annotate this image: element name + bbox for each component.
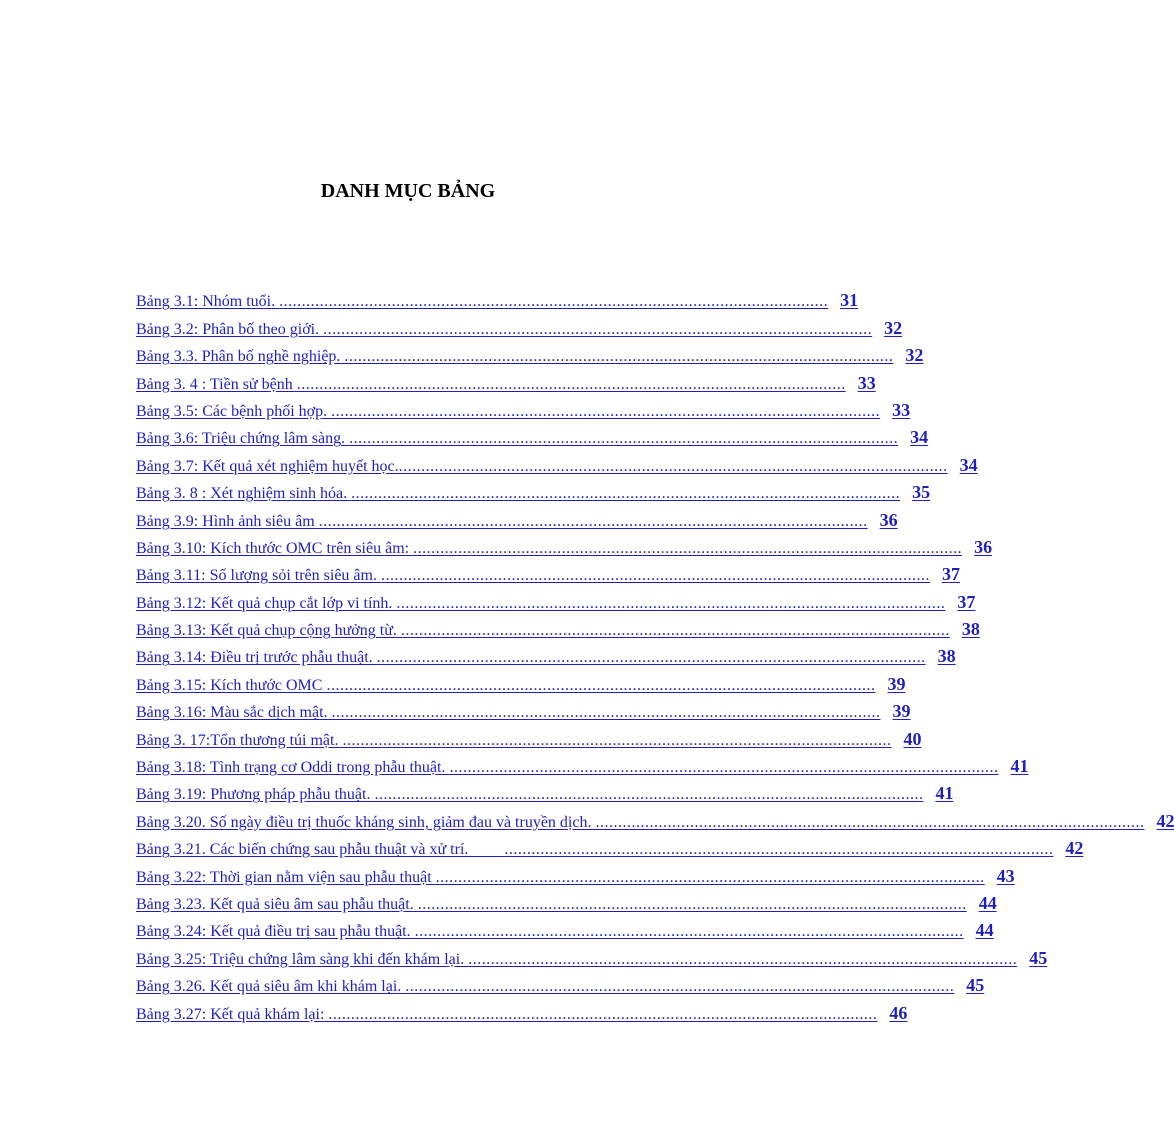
toc-entry-label: Bảng 3.23. Kết quả siêu âm sau phẫu thuật.: [136, 895, 418, 913]
toc-entry-page-number: 33: [857, 372, 876, 393]
toc-dot-leader: ..........................................................................................................................: [344, 348, 894, 366]
toc-entry-page-number: 37: [957, 591, 976, 612]
toc-entry-label: Bảng 3.13: Kết quả chụp cộng hưởng từ.: [136, 622, 401, 640]
toc-entry-page-number: 34: [959, 454, 978, 475]
toc-dot-leader: ..........................................................................................................................: [504, 841, 1054, 859]
toc-entry-label: Bảng 3.19: Phương pháp phẫu thuật.: [136, 786, 375, 804]
toc-entry-page-number: 40: [903, 728, 922, 749]
table-of-tables: [136, 284, 1174, 1024]
toc-entry[interactable]: [136, 859, 1015, 886]
toc-entry[interactable]: [136, 695, 911, 722]
toc-entry[interactable]: [136, 476, 931, 503]
toc-entry-label: Bảng 3.27: Kết quả khám lại:: [136, 1005, 329, 1023]
toc-dot-leader: ..........................................................................................................................: [296, 375, 846, 393]
toc-entry-label: Bảng 3.16: Màu sắc dịch mật.: [136, 704, 332, 722]
toc-dot-leader: ..........................................................................................................................: [405, 978, 955, 996]
toc-entry-page-number: 44: [978, 892, 997, 913]
toc-entry-label: Bảng 3.9: Hình ảnh siêu âm: [136, 512, 319, 530]
toc-entry-page-number: 37: [941, 564, 960, 585]
toc-entry[interactable]: [136, 613, 980, 640]
toc-dot-leader: ..........................................................................................................................: [417, 895, 967, 913]
toc-entry-label: Bảng 3.22: Thời gian nằm viện sau phẫu thuật: [136, 868, 436, 886]
toc-dot-leader: ..........................................................................................................................: [414, 923, 964, 941]
toc-entry-label: Bảng 3.26. Kết quả siêu âm khi khám lại.: [136, 978, 406, 996]
toc-entry[interactable]: [136, 284, 859, 311]
toc-entry[interactable]: [136, 667, 906, 694]
toc-entry-label: Bảng 3.10: Kích thước OMC trên siêu âm:: [136, 539, 414, 557]
toc-entry[interactable]: [136, 640, 956, 667]
toc-entry-page-number: 46: [889, 1002, 908, 1023]
toc-entry-page-number: 42: [1065, 838, 1084, 859]
toc-entry-page-number: 35: [912, 482, 931, 503]
toc-entry-label: Bảng 3. 17:Tổn thương túi mật.: [136, 731, 343, 749]
toc-entry-page-number: 34: [910, 427, 929, 448]
toc-entry-label: Bảng 3. 8 : Xét nghiệm sinh hóa.: [136, 485, 352, 503]
toc-dot-leader: ..........................................................................................................................: [398, 457, 948, 475]
toc-entry-label: Bảng 3.20. Số ngày điều trị thuốc kháng sinh, giảm đau và truyền dịch.: [136, 813, 596, 831]
toc-dot-leader: ..........................................................................................................................: [380, 567, 930, 585]
toc-entry[interactable]: [136, 394, 911, 421]
toc-entry[interactable]: [136, 311, 903, 338]
toc-entry-label: Bảng 3. 4 : Tiền sử bệnh: [136, 375, 297, 393]
toc-entry-page-number: 39: [892, 701, 911, 722]
toc-dot-leader: ..........................................................................................................................: [326, 676, 876, 694]
toc-entry-page-number: 45: [966, 975, 985, 996]
toc-entry[interactable]: [136, 887, 997, 914]
toc-dot-leader: ..........................................................................................................................: [349, 430, 899, 448]
toc-entry-page-number: 32: [884, 317, 903, 338]
toc-entry[interactable]: [136, 777, 954, 804]
toc-entry-label: Bảng 3.14: Điều trị trước phẫu thuật.: [136, 649, 377, 667]
toc-entry-page-number: 33: [892, 399, 911, 420]
toc-dot-leader: ..........................................................................................................................: [374, 786, 924, 804]
toc-entry[interactable]: [136, 941, 1048, 968]
toc-entry-label: Bảng 3.11: Số lượng sỏi trên siêu âm.: [136, 567, 381, 585]
toc-entry[interactable]: [136, 448, 978, 475]
toc-entry-label: Bảng 3.2: Phân bố theo giới.: [136, 320, 324, 338]
toc-dot-leader: ..........................................................................................................................: [351, 485, 901, 503]
toc-entry[interactable]: [136, 503, 898, 530]
toc-entry-page-number: 39: [887, 673, 906, 694]
toc-entry-page-number: 41: [1010, 756, 1029, 777]
toc-entry-page-number: 43: [996, 865, 1015, 886]
toc-entry-page-number: 36: [974, 536, 993, 557]
toc-entry-label: Bảng 3.24: Kết quả điều trị sau phẫu thuật.: [136, 923, 415, 941]
toc-entry[interactable]: [136, 914, 994, 941]
toc-dot-leader: ..........................................................................................................................: [396, 594, 946, 612]
toc-entry[interactable]: [136, 969, 985, 996]
toc-dot-leader: ..........................................................................................................................: [323, 320, 873, 338]
toc-entry[interactable]: [136, 339, 924, 366]
toc-entry-label: Bảng 3.15: Kích thước OMC: [136, 676, 327, 694]
toc-dot-leader: ..........................................................................................................................: [376, 649, 926, 667]
toc-entry[interactable]: [136, 996, 908, 1023]
toc-entry-label: Bảng 3.25: Triệu chứng lâm sàng khi đến khám lại.: [136, 950, 469, 968]
toc-entry[interactable]: [136, 366, 876, 393]
toc-entry-page-number: 44: [975, 920, 994, 941]
toc-dot-leader: ..........................................................................................................................: [318, 512, 868, 530]
toc-dot-leader: ..........................................................................................................................: [331, 402, 881, 420]
toc-entry[interactable]: [136, 585, 976, 612]
toc-dot-leader: ..........................................................................................................................: [279, 293, 829, 311]
toc-dot-leader: ..........................................................................................................................: [449, 759, 999, 777]
toc-entry-label: Bảng 3.5: Các bệnh phối hợp.: [136, 402, 332, 420]
toc-entry-page-number: 42: [1156, 810, 1174, 831]
toc-entry[interactable]: [136, 832, 1084, 859]
toc-entry-page-number: 41: [935, 783, 954, 804]
page-title: DANH MỤC BẢNG: [320, 180, 496, 202]
toc-entry-label: Bảng 3.3. Phân bố nghề nghiệp.: [136, 348, 345, 366]
toc-dot-leader: ..........................................................................................................................: [595, 813, 1145, 831]
toc-entry-label: Bảng 3.21. Các biến chứng sau phẫu thuật và xử trí.: [136, 841, 505, 859]
toc-entry-label: Bảng 3.7: Kết quả xét nghiệm huyết học.: [136, 457, 399, 475]
toc-entry-label: Bảng 3.18: Tình trạng cơ Oddi trong phẫu thuật.: [136, 759, 450, 777]
toc-entry[interactable]: [136, 722, 922, 749]
toc-entry-label: Bảng 3.12: Kết quả chụp cắt lớp vi tính.: [136, 594, 397, 612]
toc-dot-leader: ..........................................................................................................................: [435, 868, 985, 886]
toc-entry[interactable]: [136, 558, 960, 585]
toc-entry[interactable]: [136, 804, 1174, 831]
toc-entry-page-number: 38: [937, 646, 956, 667]
toc-entry-page-number: 38: [961, 619, 980, 640]
toc-entry[interactable]: [136, 421, 929, 448]
toc-entry-label: Bảng 3.1: Nhóm tuổi.: [136, 293, 280, 311]
toc-dot-leader: ..........................................................................................................................: [413, 539, 963, 557]
toc-dot-leader: ..........................................................................................................................: [400, 622, 950, 640]
toc-entry[interactable]: [136, 750, 1029, 777]
toc-entry-page-number: 36: [879, 509, 898, 530]
toc-entry[interactable]: [136, 531, 993, 558]
toc-dot-leader: ..........................................................................................................................: [331, 704, 881, 722]
toc-entry-page-number: 32: [905, 345, 924, 366]
toc-entry-page-number: 31: [840, 290, 859, 311]
toc-dot-leader: ..........................................................................................................................: [342, 731, 892, 749]
toc-entry-label: Bảng 3.6: Triệu chứng lâm sàng.: [136, 430, 350, 448]
toc-entry-page-number: 45: [1029, 947, 1048, 968]
toc-dot-leader: ..........................................................................................................................: [328, 1005, 878, 1023]
toc-dot-leader: ..........................................................................................................................: [468, 950, 1018, 968]
